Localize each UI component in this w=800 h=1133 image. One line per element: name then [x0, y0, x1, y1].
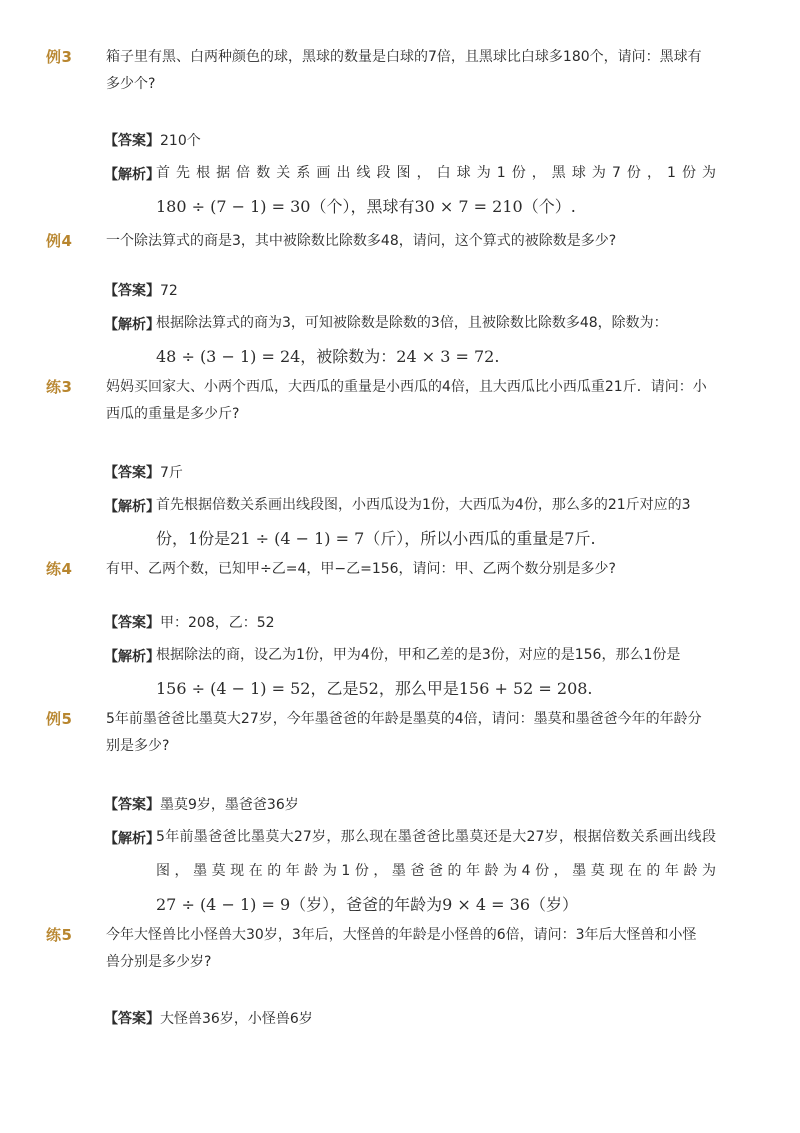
problem-question [106, 374, 718, 428]
problem-question [106, 228, 718, 255]
answer-row [104, 130, 716, 150]
answer-tag: 【答案】 [104, 1011, 160, 1027]
question-line: 西瓜的重量是多少斤? [106, 406, 240, 422]
answer-value: 7斤 [160, 465, 183, 481]
question-line: 箱子里有黑、白两种颜色的球，黑球的数量是白球的7倍，且黑球比白球多180个，请问：黑球有 [106, 49, 702, 65]
answer-row [104, 612, 716, 632]
analysis-line: 首先根据倍数关系画出线段图，白球为1份，黑球为7份，1份为 [156, 165, 716, 181]
answer-row [104, 794, 716, 814]
answer-value: 72 [160, 283, 178, 299]
question-line: 今年大怪兽比小怪兽大30岁，3年后，大怪兽的年龄是小怪兽的6倍，请问：3年后大怪兽和小怪 [106, 927, 697, 943]
answer-tag: 【答案】 [104, 133, 160, 149]
answer-tag: 【答案】 [104, 465, 160, 481]
analysis-tag: 【解析】 [104, 167, 160, 183]
analysis-tag: 【解析】 [104, 499, 160, 515]
question-line: 有甲、乙两个数，已知甲÷乙=4，甲−乙=156，请问：甲、乙两个数分别是多少? [106, 561, 616, 577]
analysis-tag: 【解析】 [104, 649, 160, 665]
problem-label: 例4 [46, 232, 73, 250]
analysis-line: 根据除法的商，设乙为1份，甲为4份，甲和乙差的是3份，对应的是156，那么1份是 [156, 647, 681, 663]
question-line: 妈妈买回家大、小两个西瓜，大西瓜的重量是小西瓜的4倍，且大西瓜比小西瓜重21斤．请问：小 [106, 379, 707, 395]
answer-value: 大怪兽36岁，小怪兽6岁 [160, 1011, 313, 1027]
analysis-line: 首先根据倍数关系画出线段图，小西瓜设为1份，大西瓜为4份，那么多的21斤对应的3 [156, 497, 691, 513]
analysis-line: 5年前墨爸爸比墨莫大27岁，那么现在墨爸爸比墨莫还是大27岁，根据倍数关系画出线段 [156, 829, 716, 845]
analysis-line: 图，墨莫现在的年龄为1份，墨爸爸的年龄为4份，墨莫现在的年龄为 [156, 863, 716, 879]
answer-value: 墨莫9岁，墨爸爸36岁 [160, 797, 299, 813]
analysis-formula: 180 ÷ (7 − 1) = 30（个），黑球有30 × 7 = 210（个）. [156, 197, 576, 216]
problem-question [106, 44, 718, 98]
problem-label: 练3 [46, 378, 73, 396]
question-line: 一个除法算式的商是3，其中被除数比除数多48，请问，这个算式的被除数是多少? [106, 233, 617, 249]
analysis-tag: 【解析】 [104, 317, 160, 333]
question-line: 兽分别是多少岁? [106, 954, 212, 970]
answer-value: 甲：208，乙：52 [160, 615, 275, 631]
question-line: 别是多少? [106, 738, 170, 754]
answer-tag: 【答案】 [104, 283, 160, 299]
problem-label: 练5 [46, 926, 73, 944]
problem-question [106, 706, 718, 760]
answer-value: 210个 [160, 133, 201, 149]
analysis-text [156, 156, 716, 224]
analysis-line: 根据除法算式的商为3，可知被除数是除数的3倍，且被除数比除数多48，除数为： [156, 315, 668, 331]
analysis-formula: 156 ÷ (4 − 1) = 52，乙是52，那么甲是156 + 52 = 208. [156, 679, 593, 698]
analysis-text [156, 638, 716, 706]
answer-row [104, 280, 716, 300]
analysis-formula: 48 ÷ (3 − 1) = 24，被除数为：24 × 3 = 72. [156, 347, 500, 366]
analysis-formula: 27 ÷ (4 − 1) = 9（岁），爸爸的年龄为9 × 4 = 36（岁） [156, 895, 578, 914]
analysis-text [156, 488, 716, 556]
answer-tag: 【答案】 [104, 797, 160, 813]
problem-question [106, 556, 718, 583]
question-line: 多少个? [106, 76, 156, 92]
analysis-text [156, 820, 716, 922]
analysis-tag: 【解析】 [104, 831, 160, 847]
answer-row [104, 1008, 716, 1028]
problem-label: 练4 [46, 560, 73, 578]
problem-label: 例3 [46, 48, 73, 66]
problem-question [106, 922, 718, 976]
analysis-formula: 份，1份是21 ÷ (4 − 1) = 7（斤），所以小西瓜的重量是7斤. [156, 529, 596, 548]
analysis-text [156, 306, 716, 374]
answer-tag: 【答案】 [104, 615, 160, 631]
answer-row [104, 462, 716, 482]
problem-label: 例5 [46, 710, 73, 728]
question-line: 5年前墨爸爸比墨莫大27岁，今年墨爸爸的年龄是墨莫的4倍，请问：墨莫和墨爸爸今年的年龄分 [106, 711, 702, 727]
